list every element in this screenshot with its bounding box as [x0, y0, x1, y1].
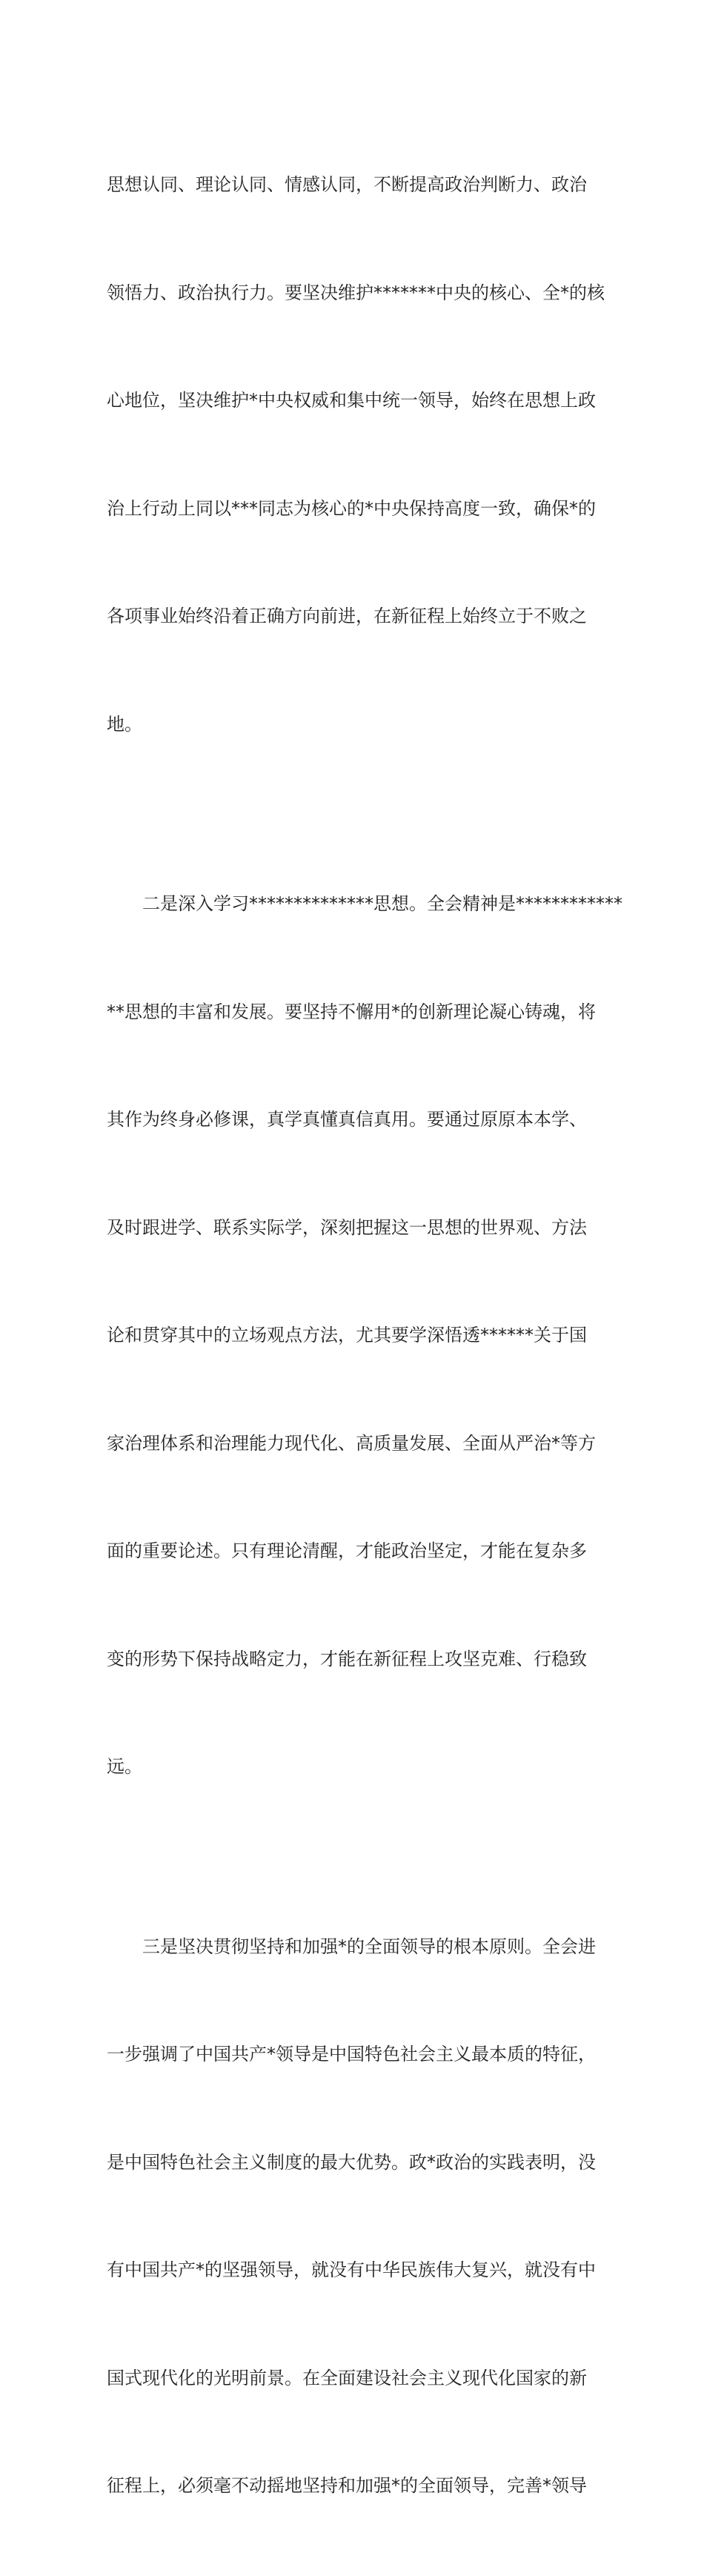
text-line: 及时跟进学、联系实际学，深刻把握这一思想的世界观、方法: [107, 1216, 587, 1238]
body-text: [107, 95, 622, 2576]
text-line: 各项事业始终沿着正确方向前进，在新征程上始终立于不败之: [107, 606, 587, 626]
text-line: 远。: [107, 1756, 142, 1777]
text-line: 二是深入学习**************思想。全会精神是************: [107, 893, 622, 914]
text-line: 三是坚决贯彻坚持和加强*的全面领导的根本原则。全会进: [107, 1936, 596, 1957]
paragraph-3: [107, 1857, 600, 2576]
text-line: **思想的丰富和发展。要坚持不懈用*的创新理论凝心铸魂，将: [107, 1001, 596, 1022]
text-line: 有中国共产*的坚强领导，就没有中华民族伟大复兴，就没有中: [107, 2259, 596, 2280]
text-line: 变的形势下保持战略定力，才能在新征程上攻坚克难、行稳致: [107, 1648, 587, 1669]
text-line: 家治理体系和治理能力现代化、高质量发展、全面从严治*等方: [107, 1432, 596, 1454]
text-line: 地。: [107, 713, 142, 735]
text-line: 论和贯穿其中的立场观点方法，尤其要学深悟透******关于国: [107, 1325, 587, 1345]
paragraph-1: [107, 95, 605, 814]
text-line: 思想认同、理论认同、情感认同，不断提高政治判断力、政治: [107, 174, 587, 195]
text-line: 心地位，坚决维护*中央权威和集中统一领导，始终在思想上政: [107, 390, 596, 411]
text-line: 治上行动上同以***同志为核心的*中央保持高度一致，确保*的: [107, 497, 596, 519]
text-line: 领悟力、政治执行力。要坚决维护*******中央的核心、全*的核: [107, 282, 605, 303]
paragraph-2: [107, 814, 622, 1857]
text-line: 其作为终身必修课，真学真懂真信真用。要通过原原本本学、: [107, 1109, 587, 1130]
text-line: 一步强调了中国共产*领导是中国特色社会主义最本质的特征，: [107, 2044, 596, 2065]
text-line: 国式现代化的光明前景。在全面建设社会主义现代化国家的新: [107, 2367, 587, 2388]
text-line: 是中国特色社会主义制度的最大优势。政*政治的实践表明，没: [107, 2151, 596, 2173]
text-line: 面的重要论述。只有理论清醒，才能政治坚定，才能在复杂多: [107, 1540, 587, 1561]
text-line: 征程上，必须毫不动摇地坚持和加强*的全面领导，完善*领导: [107, 2475, 587, 2496]
